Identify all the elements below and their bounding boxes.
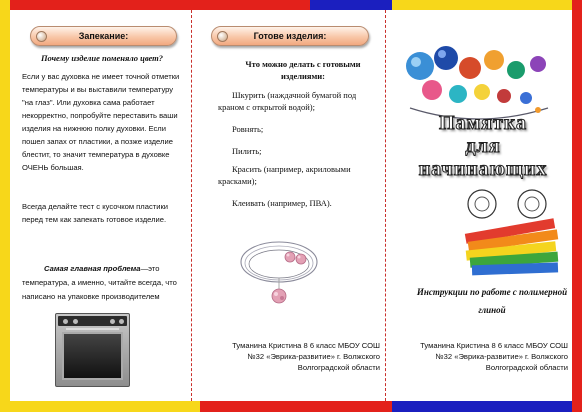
finished-items-header-label: Готове изделия: — [253, 31, 327, 41]
frame-top-red — [0, 0, 310, 10]
bullet-dot-icon — [36, 31, 47, 42]
fold-line-right — [385, 10, 386, 401]
cover-title-line-3: начинающих — [418, 158, 548, 180]
frame-right-red — [572, 0, 582, 412]
necklace-image — [235, 232, 333, 310]
cover-title — [398, 112, 568, 181]
baking-subtitle: Почему изделие поменяло цвет? — [40, 53, 164, 63]
finished-item-3: Пилить; — [232, 146, 262, 156]
main-problem-paragraph — [22, 262, 182, 304]
baking-header — [30, 26, 177, 46]
oven-image — [55, 313, 130, 387]
frame-bottom-blue — [392, 401, 572, 412]
polymer-clay-image — [460, 188, 564, 278]
finished-item-5: Клеивать (например, ПВА). — [232, 198, 332, 208]
frame-top-yellow — [392, 0, 582, 10]
fold-line-left — [191, 10, 192, 401]
main-problem-rest: —это температура, а именно, читайте всегда, что написано на упаковке производителем — [22, 264, 177, 302]
frame-left-yellow — [0, 0, 10, 412]
author-credit-panel3: Туманина Кристина 8 6 класс МБОУ СОШ №32 «Эврика-развитие» г. Волжского Волгоградской области — [420, 341, 568, 372]
main-problem-lead: Самая главная проблема — [44, 264, 141, 273]
baking-header-label: Запекание: — [78, 31, 129, 41]
frame-bottom-yellow — [0, 401, 200, 412]
finished-items-header — [211, 26, 369, 46]
finished-item-2: Ровнять; — [232, 124, 264, 134]
finished-items-intro: Что можно делать с готовыми изделиями: — [245, 59, 361, 82]
cover-title-line-1: Памятка — [438, 112, 528, 134]
finished-item-1: Шкурить (наждачной бумагой под краном с открытой водой); — [218, 90, 357, 112]
frame-top-blue — [310, 0, 392, 10]
baking-paragraph-2: Всегда делайте тест с кусочком пластики перед тем как запекать готовое изделие. — [22, 202, 169, 225]
cover-subtitle: Инструкции по работе с полимерной глиной — [416, 287, 568, 316]
author-credit-panel2: Туманина Кристина 8 6 класс МБОУ СОШ №32 «Эврика-развитие» г. Волжского Волгоградской области — [232, 341, 380, 372]
bullet-dot-icon — [217, 31, 228, 42]
finished-item-4: Красить (например, акриловыми красками); — [218, 164, 351, 186]
cover-title-line-2: для — [465, 135, 501, 157]
baking-paragraph-1: Если у вас духовка не имеет точной отметки температуры и вы выставили температуру "на глаз". Или духовка сама работает некорректно, попробуйте переставить ваши изделия на нижнюю полку духовки. Если пошел запах от пластики, а позже изделие блестит, то значит температура в духовке ОЧЕНЬ большая. — [22, 72, 180, 173]
frame-bottom-red — [200, 401, 392, 412]
